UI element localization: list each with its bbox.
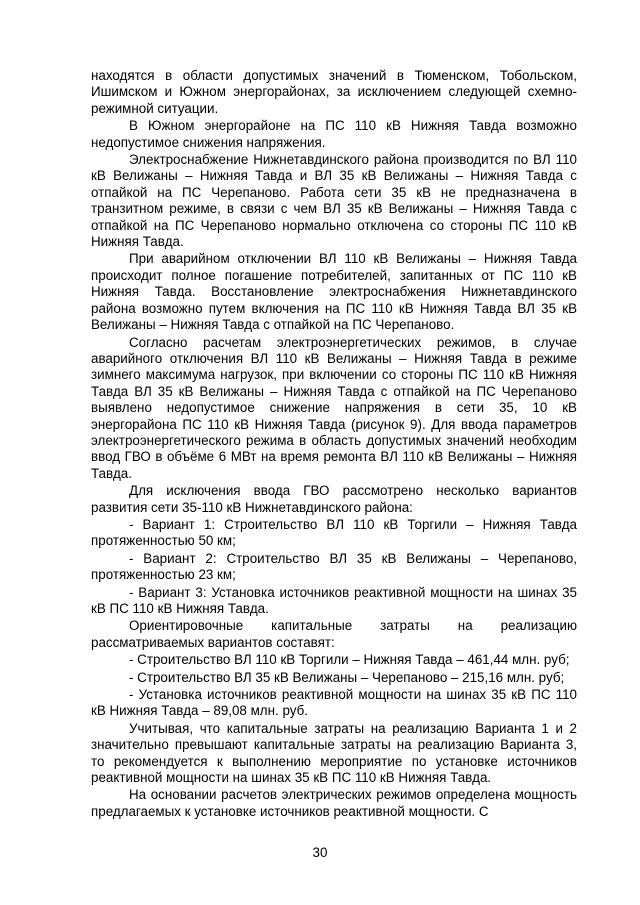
paragraph-recommendation: Учитывая, что капитальные затраты на реализацию Варианта 1 и 2 значительно превышают капитальные затраты на реализацию Варианта 3, то рекомендуется к выполнению мероприятие по установке источников реактивной мощности на шинах 35 кВ ПС 110 кВ Нижняя Тавда. [91, 720, 577, 786]
list-item-variant-3: - Вариант 3: Установка источников реактивной мощности на шинах 35 кВ ПС 110 кВ Нижняя Тавда. [91, 584, 577, 616]
list-item-cost-3: - Установка источников реактивной мощности на шинах 35 кВ ПС 110 кВ Нижняя Тавда – 89,08 млн. руб. [91, 687, 577, 719]
list-item-variant-2: - Вариант 2: Строительство ВЛ 35 кВ Велижаны – Черепаново, протяженностью 23 км; [91, 550, 577, 583]
list-item-cost-1: - Строительство ВЛ 110 кВ Торгили – Нижняя Тавда – 461,44 млн. руб; [129, 652, 570, 668]
paragraph-costs-intro: Ориентировочные капитальные затраты на реализацию рассматриваемых вариантов составят: [91, 618, 577, 650]
list-item-cost-2: - Строительство ВЛ 35 кВ Велижаны – Черепаново – 215,16 млн. руб; [129, 669, 565, 685]
paragraph-continuation: находятся в области допустимых значений в Тюменском, Тобольском, Ишимском и Южном энергорайонах, за исключением следующей схемно-режимной ситуации. [91, 68, 577, 116]
paragraph-south-region: В Южном энергорайоне на ПС 110 кВ Нижняя Тавда возможно недопустимое снижения напряжения. [91, 118, 577, 150]
paragraph-reactive-power: На основании расчетов электрических режимов определена мощность предлагаемых к установке источников реактивной мощности. С [91, 787, 577, 819]
paragraph-power-supply: Электроснабжение Нижнетавдинского района производится по ВЛ 110 кВ Велижаны – Нижняя Тавда и ВЛ 35 кВ Велижаны – Нижняя Тавда с отпайкой на ПС Черепаново. Работа сети 35 кВ не предназначена в транзитном режиме, в связи с чем ВЛ 35 кВ Велижаны – Нижняя Тавда с отпайкой на ПС Черепаново нормально отключена со стороны ПС 110 кВ Нижняя Тавда. [91, 152, 577, 250]
paragraph-emergency-disconnect: При аварийном отключении ВЛ 110 кВ Велижаны – Нижняя Тавда происходит полное погашение потребителей, запитанных от ПС 110 кВ Нижняя Тавда. Восстановление электроснабжения Нижнетавдинского района возможно путем включения на ПС 110 кВ Нижняя Тавда ВЛ 35 кВ Велижаны – Нижняя Тавда с отпайкой на ПС Черепаново. [91, 251, 577, 333]
paragraph-variants-intro: Для исключения ввода ГВО рассмотрено несколько вариантов развития сети 35-110 кВ Нижнетавдинского района: [91, 483, 577, 515]
list-item-variant-1: - Вариант 1: Строительство ВЛ 110 кВ Торгили – Нижняя Тавда протяженностью 50 км; [91, 516, 577, 549]
body-text [91, 68, 577, 821]
paragraph-calculations: Согласно расчетам электроэнергетических режимов, в случае аварийного отключения ВЛ 110 кВ Велижаны – Нижняя Тавда в режиме зимнего максимума нагрузок, при включении со стороны ПС 110 кВ Нижняя Тавда ВЛ 35 кВ Велижаны – Нижняя Тавда с отпайкой на ПС Черепаново выявлено недопустимое снижение напряжения в сети 35, 10 кВ энергорайона ПС 110 кВ Нижняя Тавда (рисунок 9). Для ввода параметров электроэнергетического режима в область допустимых значений необходим ввод ГВО в объёме 6 МВт на время ремонта ВЛ 110 кВ Велижаны – Нижняя Тавда. [91, 334, 577, 481]
page-number: 30 [312, 845, 328, 860]
